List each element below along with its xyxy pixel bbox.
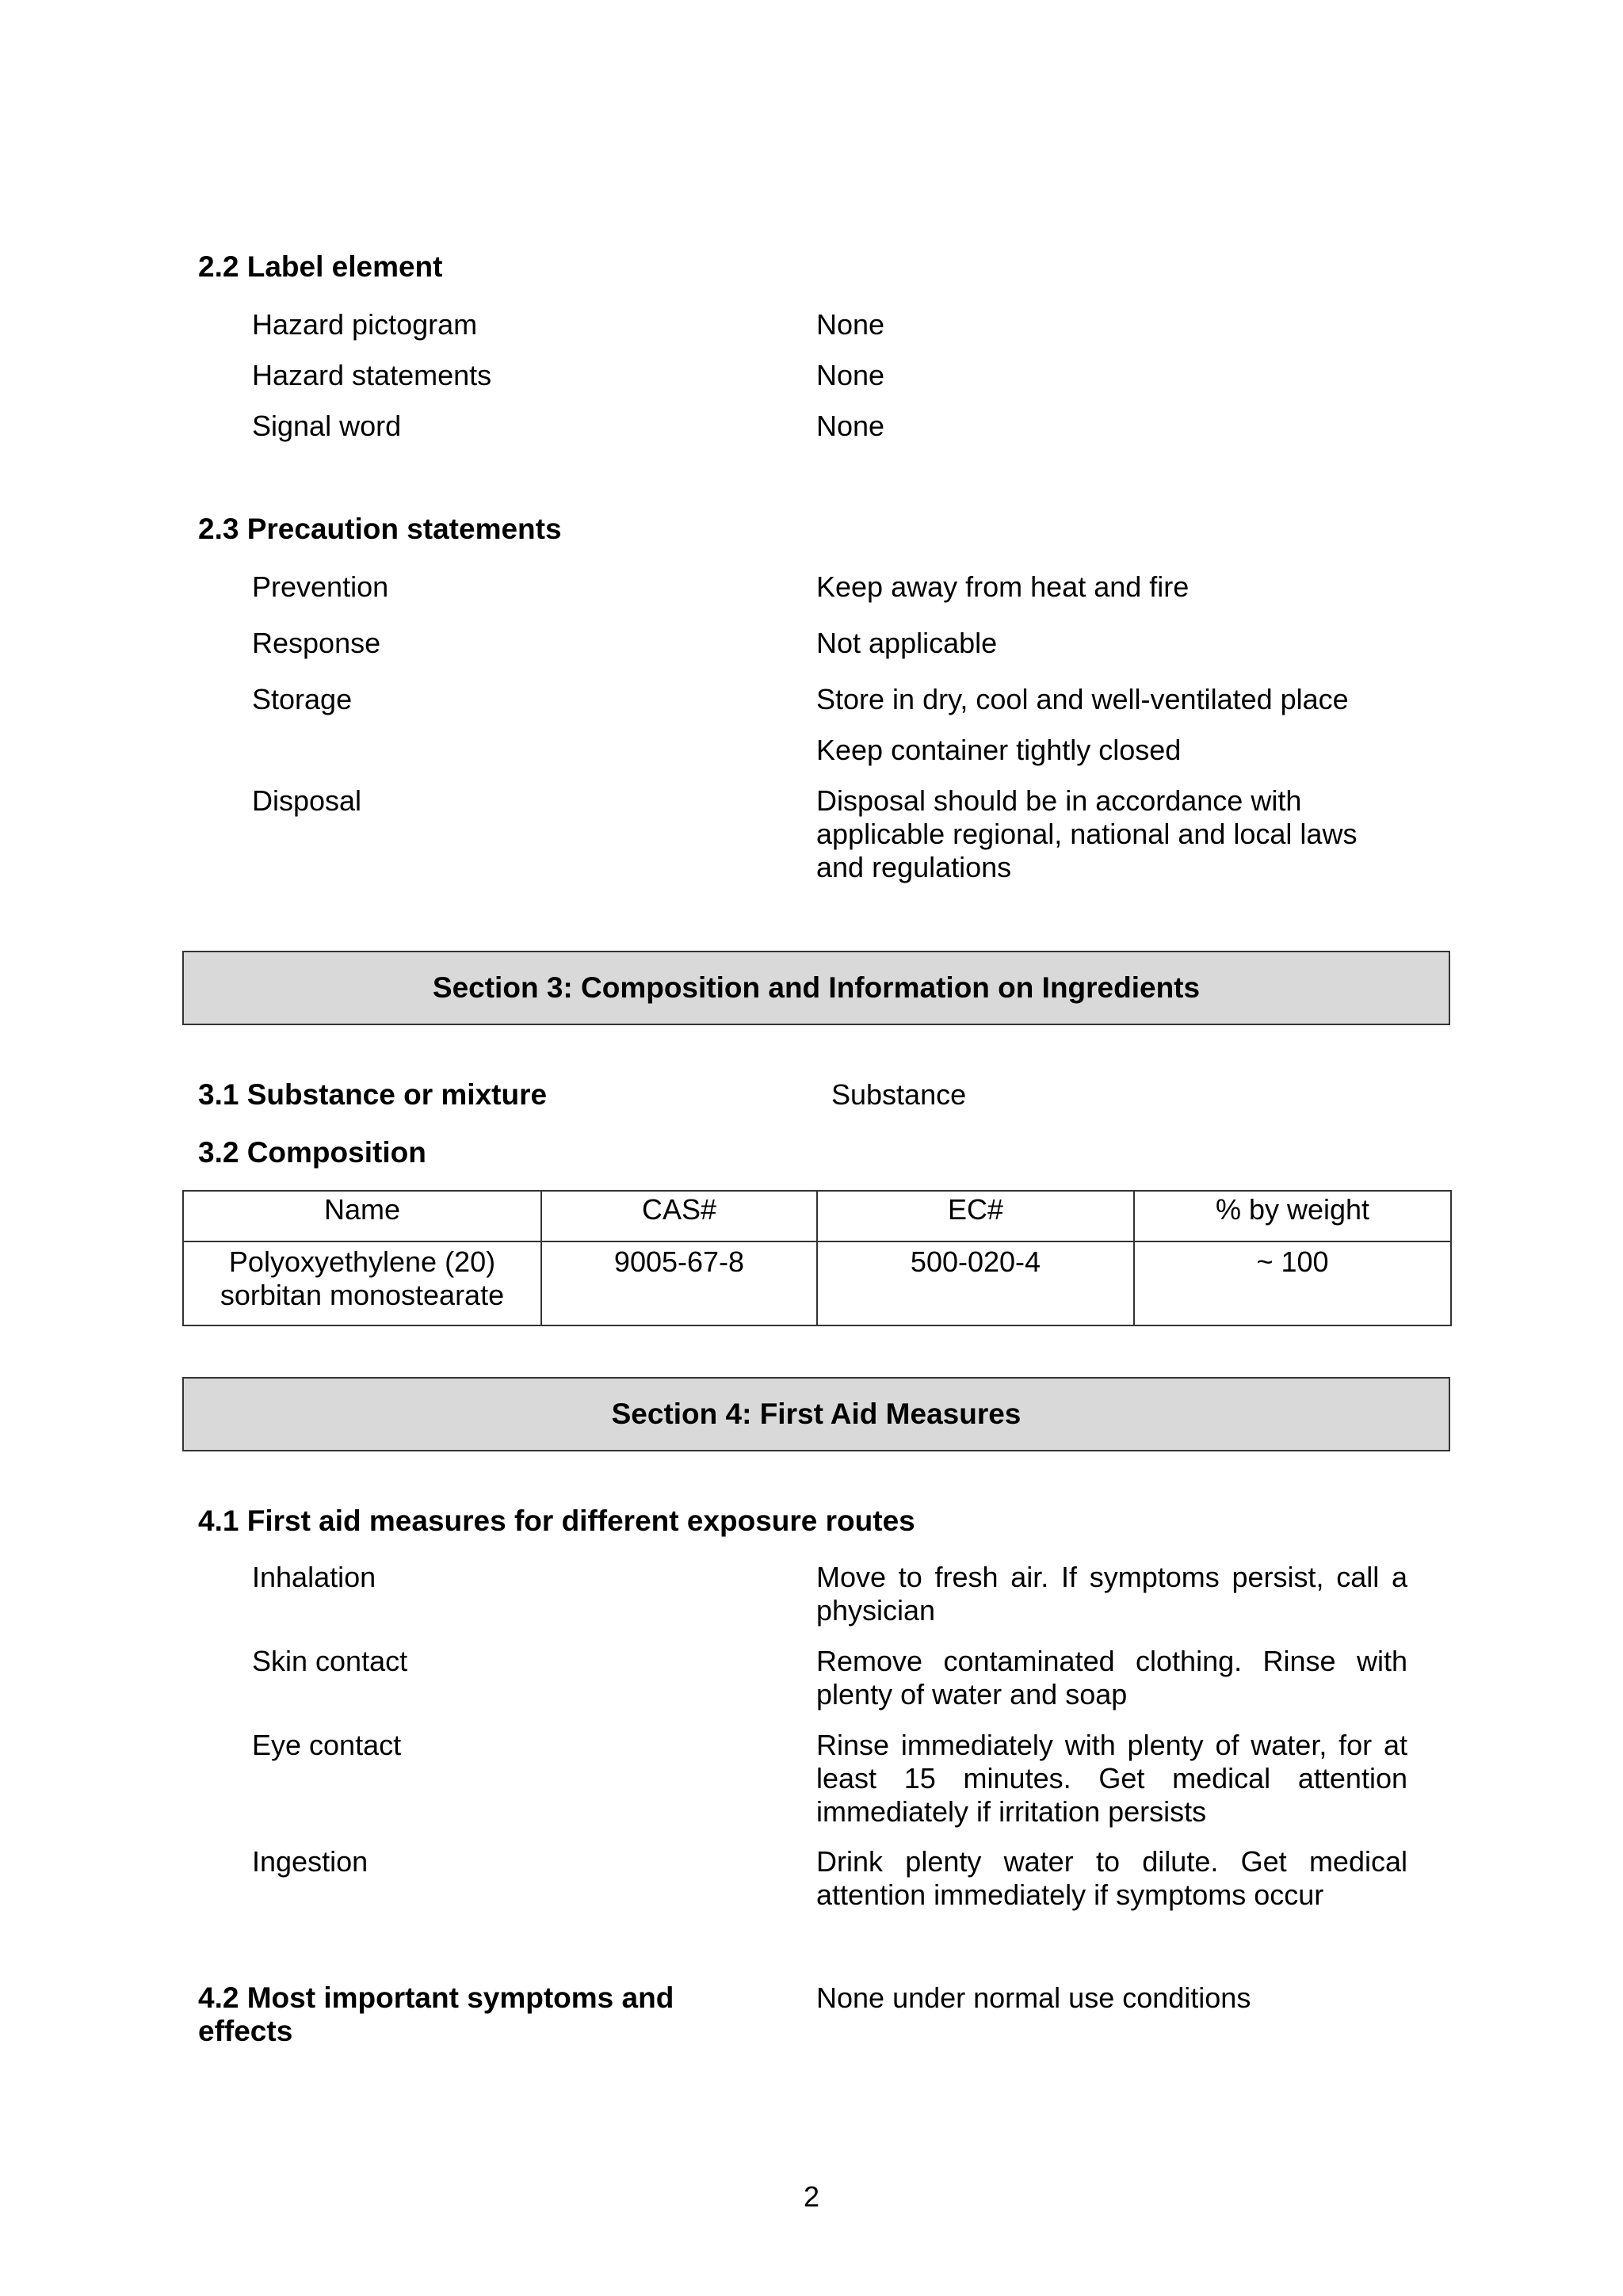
composition-heading: 3.2 Composition bbox=[198, 1136, 426, 1169]
column-header-ec: EC# bbox=[817, 1191, 1134, 1241]
cell-name: Polyoxyethylene (20) sorbitan monostearate bbox=[183, 1241, 541, 1325]
hazard-statements-value: None bbox=[816, 359, 885, 391]
signal-word-label: Signal word bbox=[252, 410, 402, 442]
column-header-name: Name bbox=[183, 1191, 541, 1241]
storage-value-1: Store in dry, cool and well-ventilated place bbox=[816, 683, 1349, 715]
response-label: Response bbox=[252, 627, 381, 659]
hazard-statements-label: Hazard statements bbox=[252, 359, 492, 391]
disposal-label: Disposal bbox=[252, 784, 362, 817]
section-3-title: Section 3: Composition and Information on Ingredients bbox=[432, 971, 1201, 1004]
hazard-pictogram-value: None bbox=[816, 308, 885, 341]
symptoms-value: None under normal use conditions bbox=[816, 1981, 1251, 2014]
cell-ec: 500-020-4 bbox=[817, 1241, 1134, 1325]
storage-label: Storage bbox=[252, 683, 353, 715]
substance-heading: 3.1 Substance or mixture bbox=[198, 1078, 548, 1111]
composition-table-header-row bbox=[183, 1191, 1451, 1241]
section-4-header bbox=[182, 1377, 1450, 1451]
inhalation-value: Move to fresh air. If symptoms persist, call a physician bbox=[816, 1561, 1407, 1627]
skin-contact-value: Remove contaminated clothing. Rinse with plenty of water and soap bbox=[816, 1645, 1407, 1711]
inhalation-label: Inhalation bbox=[252, 1561, 376, 1593]
column-header-cas: CAS# bbox=[541, 1191, 817, 1241]
prevention-value: Keep away from heat and fire bbox=[816, 570, 1190, 603]
disposal-value: Disposal should be in accordance with applicable regional, national and local laws and regulations bbox=[816, 784, 1358, 883]
precaution-heading: 2.3 Precaution statements bbox=[198, 513, 562, 545]
eye-contact-value: Rinse immediately with plenty of water, for at least 15 minutes. Get medical attention immediately if irritation persists bbox=[816, 1729, 1407, 1828]
first-aid-heading: 4.1 First aid measures for different exposure routes bbox=[198, 1505, 915, 1537]
ingestion-label: Ingestion bbox=[252, 1845, 369, 1878]
ingestion-value: Drink plenty water to dilute. Get medical attention immediately if symptoms occur bbox=[816, 1845, 1407, 1911]
composition-table bbox=[182, 1190, 1452, 1326]
label-element-heading: 2.2 Label element bbox=[198, 250, 443, 283]
prevention-label: Prevention bbox=[252, 570, 389, 603]
table-row bbox=[183, 1241, 1451, 1325]
cell-cas: 9005-67-8 bbox=[541, 1241, 817, 1325]
symptoms-heading: 4.2 Most important symptoms and effects bbox=[198, 1981, 674, 2047]
column-header-weight: % by weight bbox=[1134, 1191, 1451, 1241]
cell-weight: ~ 100 bbox=[1134, 1241, 1451, 1325]
response-value: Not applicable bbox=[816, 627, 998, 659]
storage-value-2: Keep container tightly closed bbox=[816, 734, 1182, 766]
section-3-header bbox=[182, 951, 1450, 1025]
section-4-title: Section 4: First Aid Measures bbox=[611, 1398, 1022, 1430]
page-number: 2 bbox=[803, 2180, 820, 2213]
substance-value: Substance bbox=[831, 1078, 967, 1111]
eye-contact-label: Eye contact bbox=[252, 1729, 402, 1761]
skin-contact-label: Skin contact bbox=[252, 1645, 408, 1677]
hazard-pictogram-label: Hazard pictogram bbox=[252, 308, 478, 341]
signal-word-value: None bbox=[816, 410, 885, 442]
